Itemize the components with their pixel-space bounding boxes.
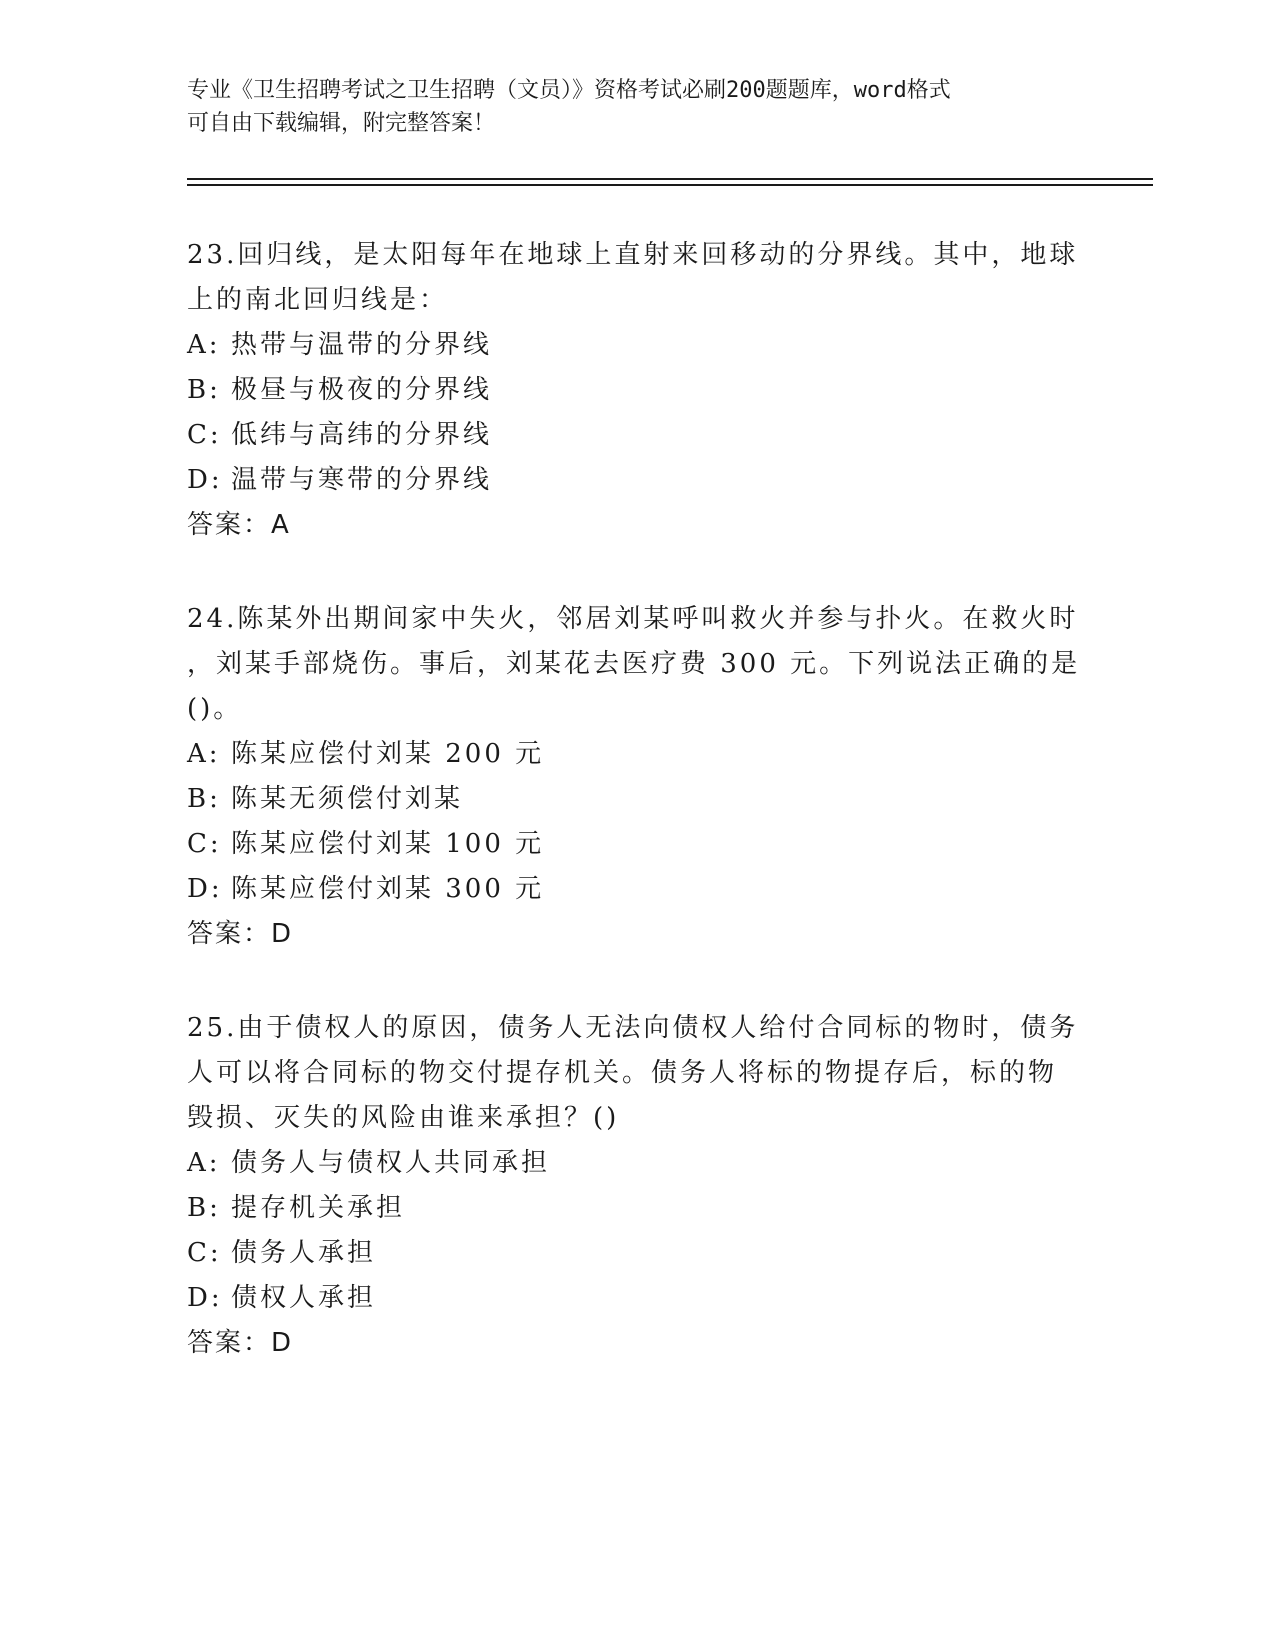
option-d	[187, 867, 1087, 912]
option-text: 极昼与极夜的分界线	[231, 375, 493, 405]
question-24	[187, 597, 1087, 957]
option-b	[187, 368, 1087, 413]
option-text: 热带与温带的分界线	[231, 330, 493, 360]
option-text: 陈某应偿付刘某 300 元	[231, 874, 545, 904]
option-text: 债务人承担	[231, 1238, 377, 1268]
question-stem	[187, 1006, 1087, 1141]
option-a	[187, 1141, 1087, 1186]
option-letter: C:	[187, 420, 222, 450]
question-stem-line: ，刘某手部烧伤。事后，刘某花去医疗费 300 元。下列说法正确的是	[187, 649, 1081, 679]
option-a	[187, 732, 1087, 777]
question-stem-line: ()。	[187, 694, 243, 724]
option-c	[187, 413, 1087, 458]
answer-line: 答案：D	[187, 919, 294, 949]
answer-line: 答案：D	[187, 1328, 294, 1358]
question-25	[187, 1006, 1087, 1366]
question-stem	[187, 597, 1087, 732]
option-d	[187, 458, 1087, 503]
option-letter: C:	[187, 829, 222, 859]
header-divider-top	[187, 178, 1153, 180]
option-letter: B:	[187, 1193, 221, 1223]
option-text: 陈某应偿付刘某 200 元	[231, 739, 545, 769]
document-header	[187, 74, 1067, 140]
option-text: 债务人与债权人共同承担	[231, 1148, 551, 1178]
option-letter: D:	[187, 1283, 223, 1313]
option-c	[187, 1231, 1087, 1276]
option-letter: D:	[187, 874, 223, 904]
option-d	[187, 1276, 1087, 1321]
option-letter: B:	[187, 784, 221, 814]
option-letter: A:	[187, 330, 221, 360]
option-text: 陈某无须偿付刘某	[231, 784, 464, 814]
question-stem-line: 人可以将合同标的物交付提存机关。债务人将标的物提存后，标的物	[187, 1058, 1058, 1088]
option-text: 低纬与高纬的分界线	[231, 420, 493, 450]
question-stem-line: 毁损、灭失的风险由谁来承担？()	[187, 1103, 620, 1133]
option-b	[187, 1186, 1087, 1231]
question-stem-line: 24.陈某外出期间家中失火，邻居刘某呼叫救火并参与扑火。在救火时	[187, 604, 1079, 634]
option-b	[187, 777, 1087, 822]
option-a	[187, 323, 1087, 368]
option-letter: C:	[187, 1238, 222, 1268]
option-letter: A:	[187, 1148, 221, 1178]
header-line-1: 专业《卫生招聘考试之卫生招聘（文员）》资格考试必刷200题题库，word格式	[187, 78, 951, 103]
header-divider-bottom	[187, 184, 1153, 186]
option-text: 温带与寒带的分界线	[231, 465, 493, 495]
option-letter: B:	[187, 375, 221, 405]
answer-line: 答案：A	[187, 510, 291, 540]
option-text: 债权人承担	[231, 1283, 377, 1313]
option-letter: D:	[187, 465, 223, 495]
header-line-2: 可自由下载编辑，附完整答案！	[187, 111, 496, 136]
question-stem-line: 上的南北回归线是：	[187, 285, 449, 315]
question-stem-line: 23.回归线，是太阳每年在地球上直射来回移动的分界线。其中，地球	[187, 240, 1079, 270]
option-letter: A:	[187, 739, 221, 769]
question-23	[187, 233, 1087, 548]
option-c	[187, 822, 1087, 867]
option-text: 陈某应偿付刘某 100 元	[231, 829, 545, 859]
question-stem	[187, 233, 1087, 323]
question-stem-line: 25.由于债权人的原因，债务人无法向债权人给付合同标的物时，债务	[187, 1013, 1079, 1043]
option-text: 提存机关承担	[231, 1193, 406, 1223]
